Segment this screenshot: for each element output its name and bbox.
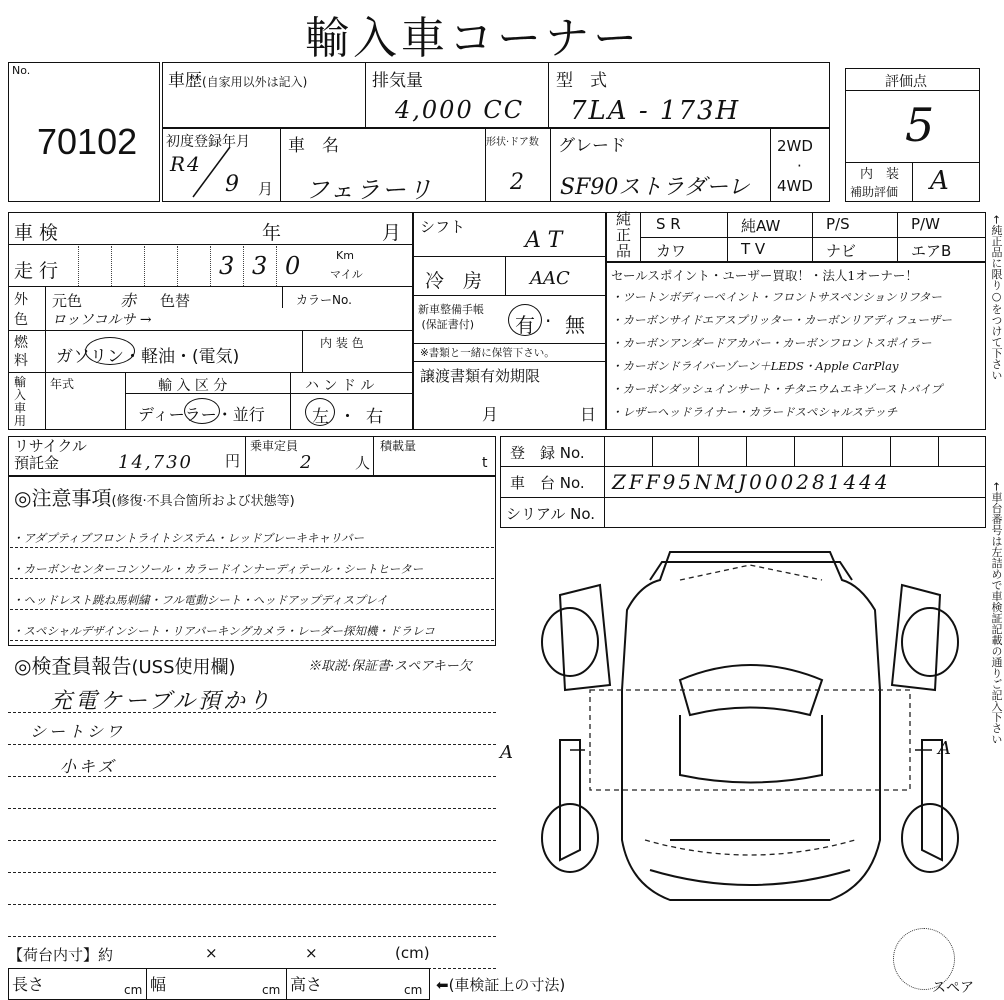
ac-label: 冷 房: [425, 270, 483, 292]
capacity-value: 2: [300, 452, 314, 473]
caution-title: ◎注意事項(修復·不具合箇所および状態等): [14, 486, 295, 510]
capacity-unit: 人: [355, 454, 371, 472]
side-note-1: ←純正品に限り○をつけて下さい: [990, 215, 1003, 381]
mileage-unit-mile: マイル: [330, 268, 363, 281]
fuel-label: 燃 料: [14, 335, 28, 369]
first-reg-label: 初度登録年月: [166, 134, 250, 150]
score-value: 5: [905, 98, 937, 152]
genuine-item: T V: [741, 240, 766, 258]
inspector-rule: [8, 872, 496, 873]
cargo-height-label: 高さ: [290, 975, 323, 994]
grade-value: SF90ストラダーレ: [560, 175, 750, 200]
inspector-rule: [8, 904, 496, 905]
page-title: 輸入車コーナー: [305, 13, 641, 64]
cargo-label: 【荷台内寸】約: [8, 946, 114, 964]
mileage-digit-cell: [210, 246, 243, 286]
first-reg-month-unit: 月: [258, 180, 274, 198]
exterior-color-label: 元色: [52, 292, 83, 310]
displacement-value: 4,000 CC: [395, 96, 525, 124]
drive-dot: ·: [797, 157, 802, 175]
handle-value: 左・右: [312, 407, 393, 427]
history-label: 車歴(自家用以外は記入): [168, 71, 308, 91]
warranty-circle: [508, 304, 542, 336]
chassis-value: ZFF95NMJ000281444: [612, 470, 891, 494]
first-reg-month: 9: [225, 172, 241, 197]
doors-label: 形状·ドア数: [486, 137, 539, 148]
import-class-label: 輸 入 区 分: [158, 378, 228, 394]
mileage-digit-cell: [177, 246, 210, 286]
score-label: 評価点: [885, 74, 927, 90]
mileage-digit-cell: [276, 246, 309, 286]
warranty-label: 新車整備手帳 (保証書付): [418, 303, 484, 331]
genuine-item: エアB: [911, 242, 952, 260]
genuine-item: P/S: [826, 215, 850, 233]
cargo-unit: (cm): [395, 944, 430, 962]
load-unit: t: [482, 455, 488, 471]
recycle-unit: 円: [225, 452, 241, 470]
first-reg-era: R4: [170, 152, 202, 176]
caution-line: ・スペシャルデザインシート・リアパーキングカメラ・レーダー探知機・ドラレコ: [12, 624, 435, 638]
mileage-digit: 3: [252, 252, 270, 280]
sales-point-line: セールスポイント・ユーザー買取！・法人1オーナー！: [611, 268, 918, 283]
fuel-circle: [85, 337, 135, 365]
genuine-item: S R: [656, 215, 681, 233]
genuine-item: P/W: [911, 215, 940, 233]
warranty-none: 無: [565, 313, 585, 337]
grade-label: グレード: [558, 136, 626, 156]
cargo-x2: ×: [305, 944, 318, 962]
caution-rule: [10, 547, 494, 548]
inspector-line: 小キズ: [60, 757, 117, 776]
sales-point-line: ・カーボンダッシュインサート・チタニウムエキゾーストパイプ: [611, 382, 942, 396]
import-class-value: ディーラー・並行: [138, 405, 265, 424]
fuel-options: ガソリン・軽油・(電気): [56, 347, 240, 367]
warranty-note: ※書類と一緒に保管下さい。: [420, 347, 555, 359]
import-year-label: 年式: [50, 377, 75, 391]
inspector-note: ※取説·保証書·スペアキー欠: [308, 659, 472, 674]
genuine-item: 純AW: [741, 217, 781, 235]
inspection-label: 車 検: [14, 222, 59, 244]
car-diagram: [530, 540, 990, 930]
diagram-right-mark: A: [938, 738, 953, 759]
handle-circle: [305, 398, 335, 426]
interior-score-label: 内 装: [860, 167, 900, 182]
inspector-line: シートシワ: [30, 722, 126, 741]
model-code-label: 型 式: [556, 71, 607, 91]
car-name-label: 車 名: [288, 136, 339, 156]
exterior-color-no-label: カラーNo.: [296, 293, 352, 307]
mileage-label: 走 行: [14, 260, 59, 282]
load-label: 積載量: [380, 439, 417, 453]
inspector-rule: [8, 808, 496, 809]
transfer-month-unit: 月: [482, 405, 499, 424]
cargo-length-unit: cm: [124, 983, 143, 997]
mileage-digit-cell: [243, 246, 276, 286]
interior-score-sub: 補助評価: [850, 185, 899, 199]
doors-value: 2: [510, 170, 526, 195]
chassis-label: 車 台 No.: [510, 474, 585, 492]
recycle-value: 14,730: [118, 452, 193, 473]
mileage-digit: 0: [285, 252, 303, 280]
shift-value: AT: [525, 228, 571, 253]
caution-rule: [10, 640, 494, 641]
interior-color-label: 内 装 色: [320, 336, 364, 350]
caution-line: ・アダプティブフロントライトシステム・レッドブレーキキャリパー: [12, 531, 365, 545]
serial-label: シリアル No.: [506, 505, 596, 523]
sales-point-line: ・ツートンボディーペイント・フロントサスペンションリフター: [611, 290, 942, 304]
caution-line: ・カーボンセンターコンソール・カラードインナーディテール・シートヒーター: [12, 562, 424, 576]
mileage-digit-cell: [111, 246, 144, 286]
mileage-digit-cell: [144, 246, 177, 286]
lot-box: [8, 62, 160, 202]
inspector-rule: [8, 744, 496, 745]
lot-number: 70102: [37, 121, 138, 162]
ac-value: AAC: [530, 268, 570, 289]
capacity-label: 乗車定員: [250, 439, 299, 453]
exterior-repaint-label: 色替: [160, 292, 191, 310]
recycle-label: リサイクル 預託金: [14, 437, 87, 472]
warranty-sep: ·: [545, 309, 552, 333]
inspection-month-unit: 月: [382, 222, 402, 244]
shift-label: シフト: [420, 218, 466, 236]
import-class-circle: [184, 398, 220, 424]
transfer-day-unit: 日: [580, 405, 597, 424]
inspector-line: 充電ケーブル預かり: [50, 689, 274, 714]
sales-point-line: ・カーボンドライバーゾーン＋LEDS・Apple CarPlay: [611, 359, 899, 373]
sales-point-line: ・カーボンサイドエアスプリッター・カーボンリアディフューザー: [611, 313, 952, 327]
drive-4wd: 4WD: [777, 177, 813, 195]
cargo-width-label: 幅: [150, 975, 167, 994]
import-label: 輸 入 車 用: [14, 375, 27, 428]
cargo-x1: ×: [205, 944, 218, 962]
drive-2wd: 2WD: [777, 137, 813, 155]
transfer-label: 譲渡書類有効期限: [420, 367, 541, 385]
cargo-arrow-note: ⬅(車検証上の寸法): [436, 976, 566, 994]
genuine-label: 純 正 品: [616, 210, 632, 260]
genuine-item: ナビ: [826, 242, 857, 260]
warranty-has: 有: [515, 313, 535, 337]
handle-label: ハ ン ド ル: [305, 378, 375, 394]
car-name-value: フェラーリ: [305, 176, 434, 204]
sales-point-line: ・カーボンアンダードアカバー・カーボンフロントスポイラー: [611, 336, 932, 350]
caution-rule: [10, 578, 494, 579]
spare-label: スペア: [932, 980, 974, 996]
mileage-unit-km: Km: [336, 249, 354, 262]
cargo-height-unit: cm: [404, 983, 423, 997]
side-note-2: ←車台番号は左詰めで車検証記載の通りご記入下さい: [990, 482, 1003, 745]
exterior-note: ロッソコルサ →: [52, 312, 152, 328]
exterior-label: 外 色: [14, 292, 28, 328]
inspector-rule: [8, 840, 496, 841]
exterior-color-value: 赤: [120, 291, 139, 310]
mileage-digit: 3: [219, 252, 237, 280]
model-code-value: 7LA - 173H: [570, 96, 741, 126]
displacement-label: 排気量: [372, 71, 423, 91]
mileage-digit-cell: [78, 246, 111, 286]
caution-rule: [10, 609, 494, 610]
interior-score-value: A: [930, 166, 951, 196]
caution-line: ・ヘッドレスト跳ね馬刺繍・フル電動シート・ヘッドアップディスプレイ: [12, 593, 388, 607]
inspector-title: ◎検査員報告(USS使用欄): [14, 654, 236, 678]
registration-label: 登 録 No.: [510, 444, 585, 462]
inspector-rule: [8, 936, 496, 937]
sales-point-line: ・レザーヘッドライナー・カラードスペシャルステッチ: [611, 405, 898, 419]
diagram-left-mark: A: [500, 742, 515, 763]
inspection-year-unit: 年: [262, 222, 282, 244]
genuine-item: カワ: [656, 242, 687, 260]
lot-label: No.: [12, 64, 31, 77]
cargo-dimension-boxes: [8, 968, 430, 1000]
cargo-width-unit: cm: [262, 983, 281, 997]
cargo-length-label: 長さ: [12, 975, 45, 994]
